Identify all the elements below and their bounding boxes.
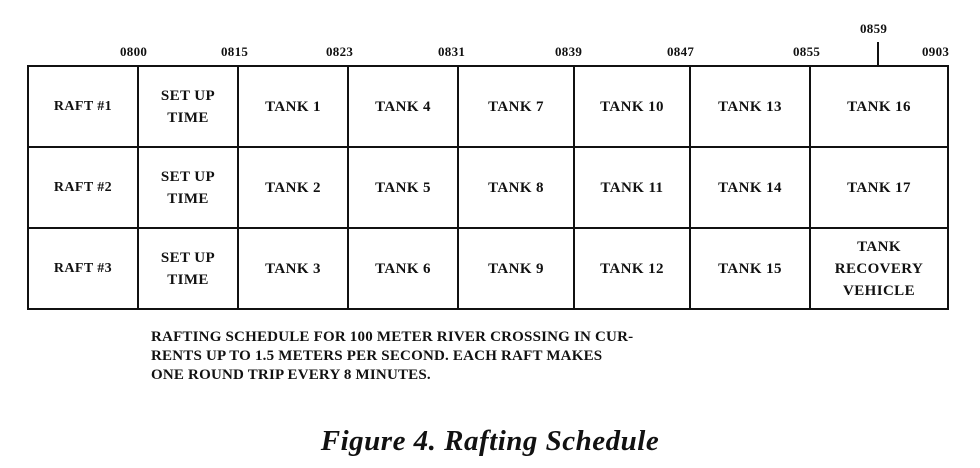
raft-row-3 — [28, 228, 948, 309]
raft-label: RAFT #2 — [28, 147, 138, 228]
trip-cell: TANK 2 — [238, 147, 348, 228]
time-label-0847: 0847 — [667, 44, 695, 59]
schedule-caption — [151, 328, 811, 385]
trip-cell: TANK 13 — [690, 66, 810, 147]
caption-line: RENTS UP TO 1.5 METERS PER SECOND. EACH RAFT MAKES — [151, 348, 603, 364]
caption-line: ONE ROUND TRIP EVERY 8 MINUTES. — [151, 367, 431, 383]
trip-cell: TANK 6 — [348, 228, 458, 309]
time-label-0823: 0823 — [326, 44, 354, 59]
trip-cell: TANK 10 — [574, 66, 690, 147]
setup-time-cell: SET UP TIME — [138, 228, 238, 309]
trip-cell: TANK 12 — [574, 228, 690, 309]
caption-line: RAFTING SCHEDULE FOR 100 METER RIVER CROSSING IN CUR- — [151, 329, 634, 345]
time-label-0831: 0831 — [438, 44, 466, 59]
setup-time-cell: SET UP TIME — [138, 147, 238, 228]
time-label-0859: 0859 — [860, 21, 888, 36]
recovery-vehicle-cell: TANK RECOVERY VEHICLE — [810, 228, 948, 309]
time-label-0815: 0815 — [221, 44, 249, 59]
trip-cell: TANK 7 — [458, 66, 574, 147]
time-label-0903: 0903 — [922, 44, 950, 59]
trip-cell: TANK 15 — [690, 228, 810, 309]
trip-cell: TANK 3 — [238, 228, 348, 309]
figure-title: Figure 4. Rafting Schedule — [320, 425, 660, 457]
trip-cell: TANK 8 — [458, 147, 574, 228]
trip-cell: TANK 9 — [458, 228, 574, 309]
trip-cell: TANK 16 — [810, 66, 948, 147]
trip-cell: TANK 4 — [348, 66, 458, 147]
trip-cell: TANK 17 — [810, 147, 948, 228]
time-label-0800: 0800 — [120, 44, 148, 59]
raft-row-2 — [28, 147, 948, 228]
time-label-0855: 0855 — [793, 44, 821, 59]
raft-label: RAFT #3 — [28, 228, 138, 309]
trip-cell: TANK 1 — [238, 66, 348, 147]
trip-cell: TANK 5 — [348, 147, 458, 228]
raft-row-1 — [28, 66, 948, 147]
setup-time-cell: SET UP TIME — [138, 66, 238, 147]
time-label-0839: 0839 — [555, 44, 583, 59]
rafting-schedule-grid — [27, 65, 949, 310]
trip-cell: TANK 11 — [574, 147, 690, 228]
raft-label: RAFT #1 — [28, 66, 138, 147]
time-tick-0859 — [877, 42, 879, 67]
trip-cell: TANK 14 — [690, 147, 810, 228]
